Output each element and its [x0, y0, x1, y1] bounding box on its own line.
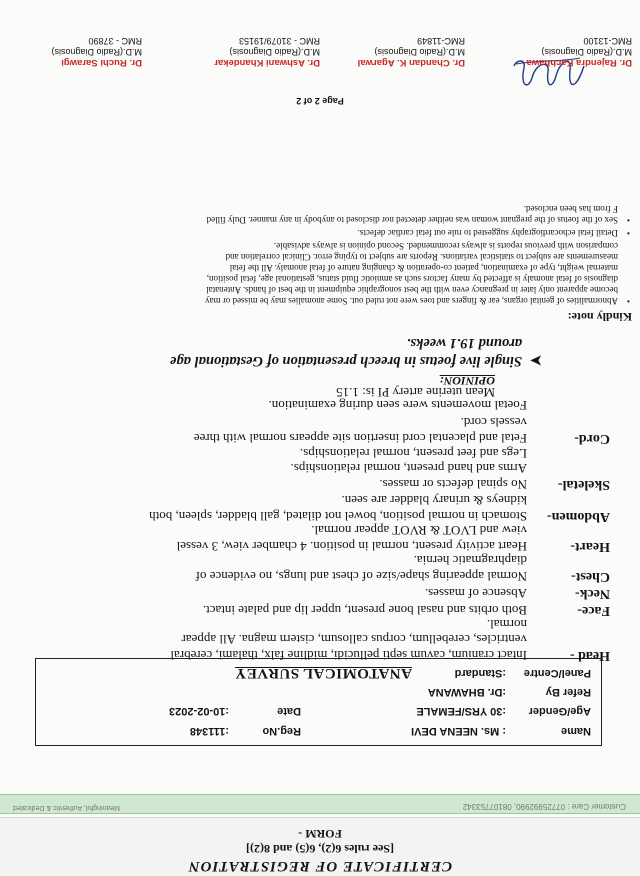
text-line: Legs and feet present, normal relationships. [299, 446, 527, 461]
doctor-reg: RMC - 37890 [88, 36, 142, 46]
text-line: Arms and hand present, normal relationships. [290, 461, 527, 477]
chest-text [37, 553, 527, 584]
doctor-block [2, 35, 142, 68]
opinion-line: Single live foetus in breech presentation of Gestational age [169, 353, 522, 369]
page-number: Page 2 of 2 [296, 96, 344, 106]
patient-row-age [36, 697, 601, 717]
doctor-name: Dr. Chandan K. Agarwal [357, 57, 465, 68]
note-line: diagnosis of fetal anomaly is affected by many factors such as amniotic fluid status, gestational age, fetal position, [206, 274, 618, 284]
note-line: measurements are subject to statistical variations. Reports are subject to typing error. Clinical correlation and [225, 252, 618, 262]
doctor-block [325, 35, 465, 68]
head-text [37, 617, 527, 664]
text-line: Both orbits and nasal bone present, upper lip and palate intact. [202, 603, 527, 618]
age-label: Age/Gender [528, 705, 591, 717]
note-line: Sex of the foetus of the pregnant woman was neither detected nor disclosed to anybody in any manner. Duly filled [206, 215, 618, 225]
neck-text [37, 586, 527, 602]
certificate-form-label: FORM - [298, 827, 342, 841]
name-label: Name [561, 725, 591, 737]
cord-label: Cord- [574, 431, 610, 446]
patient-row-refer [36, 678, 601, 698]
doctor-name: Dr. Ashwani Khandekar [214, 57, 320, 68]
panel-label: Panel/Centre [523, 667, 591, 679]
date-label: Date [277, 705, 301, 717]
face-text [37, 603, 527, 619]
text-line: vessels cord. [460, 415, 527, 431]
note-2 [18, 227, 618, 238]
note-bullet: • [626, 228, 630, 238]
doctor-reg: RMC-13100 [583, 36, 632, 46]
opinion-label: OPINION: [439, 374, 495, 388]
cord-text [37, 415, 527, 446]
refer-label: Refer By [545, 686, 591, 698]
neck-label: Neck- [575, 586, 610, 601]
refer-value: :Dr. BHAWANA [427, 686, 506, 698]
opinion-arrow-icon: ➤ [530, 352, 542, 367]
doctor-reg: RMC-11849 [417, 36, 465, 46]
note-3 [18, 203, 618, 225]
chest-label: Chest- [571, 569, 610, 584]
heart-label: Heart- [570, 539, 610, 554]
text-line: Absence of masses. [424, 586, 527, 601]
text-line: Stomach in normal position, bowel not dilated, gall bladder, spleen, both [149, 509, 527, 524]
doctor-degree: M.D.(Radio Diagnosis) [374, 47, 465, 57]
note-1 [18, 240, 618, 306]
abdomen-label: Abdomen- [546, 509, 610, 524]
kindly-note-label: Kindly note: [567, 310, 632, 324]
doctor-name: Dr. Rajendra Kachhawa [526, 57, 632, 68]
skeletal-label: Skeletal- [557, 477, 610, 492]
doctor-block [180, 35, 320, 68]
text-line: ventricles, cerebellum, corpus callosum, cistern magna. All appear [181, 632, 527, 648]
certificate-title: CERTIFICATE OF REGISTRATION [187, 858, 453, 874]
patient-row-name [36, 717, 601, 737]
name-value: : Ms. NEENA DEVI [411, 725, 506, 737]
panel-value: :Standard [454, 667, 506, 679]
doctor-degree: M.D.(Radio Diagnosis) [51, 47, 142, 57]
doctor-name: Dr. Ruchi Sarawgi [61, 57, 142, 68]
skeletal-text [37, 446, 527, 493]
certificate-rules: [See rules 6(2), 6(5) and 8(2)] [246, 842, 394, 856]
face-label: Face- [577, 603, 610, 618]
regno-label: Reg.No [262, 725, 301, 737]
note-line: Detail fetal echocardiography suggested to rule out fetal cardiac defects. [357, 228, 618, 238]
text-line: view and LVOT & RVOT appear normal. [311, 523, 527, 539]
opinion-line: around 19.1 weeks. [406, 335, 522, 351]
customer-care-text: Customer Care : 07725992990, 08107753342 [462, 802, 626, 811]
text-line: Intact cranium, cavum septi pellucidi, midline falx, thalami, cerebral [170, 648, 527, 663]
doctor-degree: M.D.(Radio Diagnosis) [229, 47, 320, 57]
text-line: kidneys & urinary bladder are seen. [341, 493, 527, 509]
head-label: Head - [569, 648, 610, 663]
text-line: Heart activity present, normal in position. 4 chamber view, 3 vessel [176, 539, 527, 554]
age-value: :30 YRS/FEMALE [416, 705, 506, 717]
heart-text [37, 523, 527, 554]
text-line: diaphragmatic hernia. [413, 553, 527, 569]
note-line: comparison with previous reports is always recommended. Second opinion is always advisable. [273, 241, 618, 251]
note-line: become apparent only later in pregnancy even with the best sonographic equipment in the best of hands. Antenatal [206, 285, 618, 295]
clinic-tagline: Meaningful, Authentic & Dedicated [12, 804, 120, 811]
note-bullet: • [626, 296, 630, 306]
text-line: Foetal movements were seen during examination. [268, 398, 527, 413]
text-line: Normal appearing shape/size of chest and lungs, no evidence of [195, 569, 527, 584]
doctor-block [492, 35, 632, 68]
doctor-degree: M.D.(Radio Diagnosis) [541, 47, 632, 57]
note-line: F from has been enclosed. [523, 204, 618, 214]
note-line: Abnormalities of genital organs, ear & fingers and toes were not ruled out. Some anomalies may be missed or may [205, 296, 618, 306]
abdomen-text [37, 493, 527, 524]
text-line: normal. [486, 617, 527, 632]
doctor-reg: RMC - 31079/19153 [238, 36, 320, 46]
note-bullet: • [626, 215, 630, 225]
text-line: Fetal and placental cord insertion site appears normal with three [193, 431, 527, 446]
opinion-text [52, 334, 522, 370]
text-line: No spinal defects or masses. [379, 477, 527, 492]
uterine-artery-text: Mean uterine artery PI is: 1.15 [336, 385, 495, 400]
date-value: :10-02-2023 [169, 705, 229, 717]
anatomical-survey-heading: ANATOMICAL SURVEY [234, 665, 412, 681]
regno-value: :111348 [189, 725, 229, 737]
note-line: maternal weight, type of examination, patient co-operation & changing nature of fetal anomaly. All the fetal [229, 263, 618, 273]
